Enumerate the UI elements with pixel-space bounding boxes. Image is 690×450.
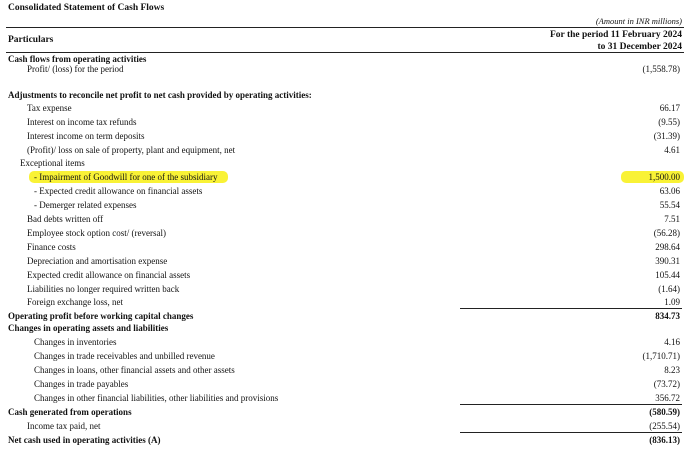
row-label: Employee stock option cost/ (reversal) bbox=[27, 228, 166, 238]
row-value: 4.16 bbox=[664, 337, 680, 347]
row-value: 834.73 bbox=[655, 311, 680, 321]
header-top-rule bbox=[6, 27, 684, 28]
row-label: Interest income on term deposits bbox=[27, 131, 145, 141]
table-row bbox=[0, 184, 690, 198]
particulars-header: Particulars bbox=[8, 35, 54, 45]
table-row bbox=[0, 363, 690, 377]
row-value: (31.39) bbox=[653, 131, 680, 141]
row-value: 63.06 bbox=[659, 186, 680, 196]
row-label: Foreign exchange loss, net bbox=[27, 297, 123, 307]
row-value: (56.28) bbox=[653, 228, 680, 238]
row-value: (1,710.71) bbox=[642, 351, 680, 361]
table-row bbox=[0, 268, 690, 282]
row-value: (9.55) bbox=[658, 117, 680, 127]
row-value: 55.54 bbox=[659, 200, 680, 210]
row-value: 1,500.00 bbox=[648, 172, 680, 182]
table-row bbox=[0, 62, 690, 76]
row-label: (Profit)/ loss on sale of property, plant and equipment, net bbox=[27, 145, 236, 155]
table-row bbox=[0, 212, 690, 226]
row-value: 105.44 bbox=[655, 270, 680, 280]
period-header-line1: For the period 11 February 2024 bbox=[549, 30, 682, 40]
row-label: Profit/ (loss) for the period bbox=[27, 64, 124, 74]
row-value: 8.23 bbox=[664, 365, 680, 375]
row-label: Bad debts written off bbox=[27, 214, 104, 224]
row-label: Exceptional items bbox=[20, 158, 85, 168]
row-label: Interest on income tax refunds bbox=[27, 117, 137, 127]
row-value: (1,558.78) bbox=[642, 64, 680, 74]
row-value: (1.64) bbox=[658, 284, 680, 294]
row-label: - Demerger related expenses bbox=[34, 200, 137, 210]
row-label: Changes in trade receivables and unbilled revenue bbox=[34, 351, 215, 361]
row-value: (580.59) bbox=[649, 407, 680, 417]
subtotal-cash-generated bbox=[0, 405, 690, 419]
row-label: Liabilities no longer required written back bbox=[27, 284, 180, 294]
row-label: Changes in other financial liabilities, other liabilities and provisions bbox=[34, 393, 279, 403]
row-value: 4.61 bbox=[664, 145, 680, 155]
row-value: 390.31 bbox=[655, 256, 680, 266]
row-label: Cash flows from operating activities bbox=[8, 54, 147, 64]
row-label: Net cash used in operating activities (A) bbox=[8, 435, 161, 445]
table-row bbox=[0, 240, 690, 254]
row-value: 356.72 bbox=[655, 393, 680, 403]
row-value: (73.72) bbox=[653, 379, 680, 389]
row-label: Income tax paid, net bbox=[27, 421, 101, 431]
table-row bbox=[0, 419, 690, 433]
row-label: - Expected credit allowance on financial assets bbox=[34, 186, 203, 196]
statement-title: Consolidated Statement of Cash Flows bbox=[8, 3, 165, 13]
table-row bbox=[0, 349, 690, 363]
unit-note: (Amount in INR millions) bbox=[595, 16, 682, 26]
row-label: Adjustments to reconcile net profit to net cash provided by operating activities: bbox=[8, 90, 312, 100]
row-label: - Impairment of Goodwill for one of the subsidiary bbox=[34, 172, 218, 182]
table-row bbox=[0, 156, 690, 170]
row-value: 66.17 bbox=[659, 103, 680, 113]
row-value: 298.64 bbox=[655, 242, 680, 252]
row-value: 7.51 bbox=[664, 214, 680, 224]
row-label: Operating profit before working capital changes bbox=[8, 311, 194, 321]
table-row bbox=[0, 129, 690, 143]
row-value: (836.13) bbox=[649, 435, 680, 445]
section-adjustments bbox=[0, 88, 690, 102]
table-row bbox=[0, 282, 690, 296]
row-label: Cash generated from operations bbox=[8, 407, 132, 417]
section-working-capital bbox=[0, 321, 690, 335]
table-row bbox=[0, 391, 690, 405]
period-header-line2: to 31 December 2024 bbox=[597, 42, 682, 52]
total-net-cash-operating bbox=[0, 433, 690, 447]
period-header bbox=[550, 29, 682, 53]
row-label: Expected credit allowance on financial assets bbox=[27, 270, 191, 280]
table-row bbox=[0, 143, 690, 157]
table-row bbox=[0, 115, 690, 129]
row-label: Depreciation and amortisation expense bbox=[27, 256, 168, 266]
row-value: 1.09 bbox=[664, 297, 680, 307]
table-row bbox=[0, 335, 690, 349]
table-row bbox=[0, 226, 690, 240]
table-row-highlighted bbox=[0, 170, 690, 184]
row-label: Changes in inventories bbox=[34, 337, 117, 347]
table-row bbox=[0, 101, 690, 115]
table-row bbox=[0, 295, 690, 309]
table-row bbox=[0, 254, 690, 268]
row-label: Finance costs bbox=[27, 242, 76, 252]
row-label: Changes in trade payables bbox=[34, 379, 129, 389]
row-label: Tax expense bbox=[27, 103, 72, 113]
table-row bbox=[0, 377, 690, 391]
table-row bbox=[0, 198, 690, 212]
row-value: (255.54) bbox=[649, 421, 680, 431]
row-label: Changes in operating assets and liabilities bbox=[8, 323, 169, 333]
row-label: Changes in loans, other financial assets and other assets bbox=[34, 365, 235, 375]
